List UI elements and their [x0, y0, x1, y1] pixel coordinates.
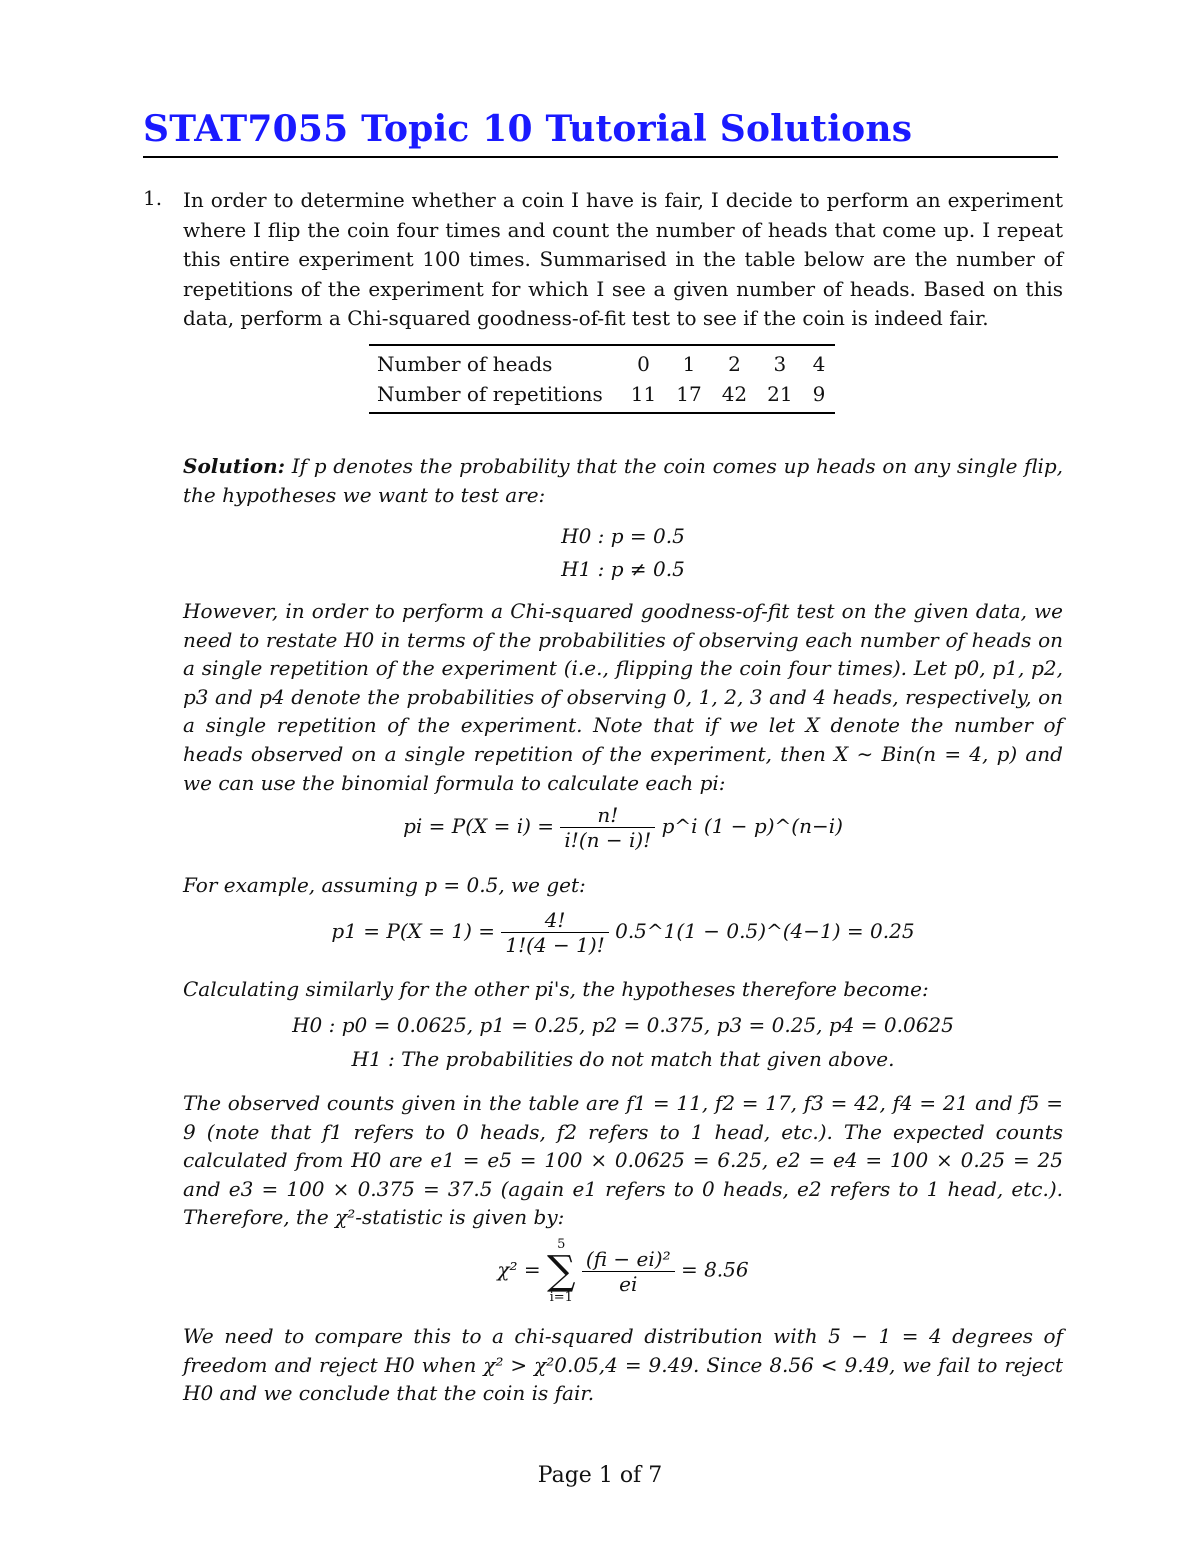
example-equation	[183, 908, 1063, 957]
example-numerator: 4!	[501, 908, 608, 933]
table-row-label: Number of heads	[369, 345, 621, 379]
sum-upper: 5	[557, 1237, 566, 1252]
table-row	[369, 345, 835, 379]
table-row	[369, 379, 835, 413]
h1-full: H1 : The probabilities do not match that given above.	[351, 1047, 895, 1071]
page-footer: Page 1 of 7	[537, 1463, 663, 1488]
table-cell: 4	[803, 345, 836, 379]
table-cell: 9	[803, 379, 836, 413]
summation-symbol: 5 ∑ i=1	[547, 1237, 576, 1305]
sum-lower: i=1	[549, 1290, 573, 1305]
table-cell: 17	[666, 379, 711, 413]
page-title: STAT7055 Topic 10 Tutorial Solutions	[143, 108, 913, 150]
example-lhs: p1 = P(X = 1) =	[331, 919, 496, 943]
table-cell: 21	[757, 379, 802, 413]
table-cell: 42	[712, 379, 757, 413]
binomial-equation	[183, 803, 1063, 852]
table-cell: 3	[757, 345, 802, 379]
table-row-label: Number of repetitions	[369, 379, 621, 413]
binomial-denominator: i!(n − i)!	[564, 828, 652, 852]
binomial-numerator: n!	[560, 803, 655, 828]
question-number: 1.	[143, 186, 163, 210]
example-paragraph: For example, assuming p = 0.5, we get:	[183, 873, 586, 897]
solution-intro-text: If p denotes the probability that the coin comes up heads on any single flip, the hypotheses we want to test are:	[183, 454, 1064, 507]
solution-intro	[183, 452, 1063, 509]
chi-denominator: ei	[619, 1271, 638, 1296]
h0-full: H0 : p0 = 0.0625, p1 = 0.25, p2 = 0.375, p3 = 0.25, p4 = 0.0625	[292, 1013, 954, 1037]
table-cell: 2	[712, 345, 757, 379]
example-denominator: 1!(4 − 1)!	[505, 933, 605, 957]
binomial-fraction	[560, 803, 655, 852]
binomial-rhs: p^i (1 − p)^(n−i)	[661, 814, 843, 838]
table-cell: 11	[621, 379, 666, 413]
question-text: In order to determine whether a coin I have is fair, I decide to perform an experiment where I flip the coin four times and count the number of heads that come up. I repeat this entire experiment 100 times. Summarised in the table below are the number of repetitions of the experiment for which I see a given number of heads. Based on this data, perform a Chi-squared goodness-of-fit test to see if the coin is indeed fair.	[183, 188, 1063, 331]
example-fraction	[501, 908, 608, 957]
calc-paragraph: Calculating similarly for the other pi's, the hypotheses therefore become:	[183, 977, 929, 1001]
h0-simple: H0 : p = 0.5	[561, 524, 685, 548]
table-cell: 0	[621, 345, 666, 379]
title-rule	[143, 156, 1058, 158]
binomial-lhs: pi = P(X = i) =	[403, 814, 555, 838]
chi-lhs: χ² =	[497, 1257, 541, 1282]
chi-numerator: (fi − ei)²	[582, 1247, 675, 1272]
example-rhs: 0.5^1(1 − 0.5)^(4−1) = 0.25	[615, 919, 915, 943]
h1-simple: H1 : p ≠ 0.5	[561, 557, 685, 581]
table-cell: 1	[666, 345, 711, 379]
chi-equation	[183, 1238, 1063, 1304]
conclusion-paragraph: We need to compare this to a chi-squared distribution with 5 − 1 = 4 degrees of freedom and reject H0 when χ² > χ²0.05,4 = 9.49. Since 8.56 < 9.49, we fail to reject H0 and we conclude that the coin is fair.	[183, 1324, 1063, 1406]
restate-paragraph: However, in order to perform a Chi-squared goodness-of-fit test on the given data, we need to restate H0 in terms of the probabilities of observing each number of heads on a single repetition of the experiment (i.e., flipping the coin four times). Let p0, p1, p2, p3 and p4 denote the probabilities of observing 0, 1, 2, 3 and 4 heads, respectively, on a single repetition of the experiment. Note that if we let X denote the number of heads observed on a single repetition of the experiment, then X ∼ Bin(n = 4, p) and we can use the binomial formula to calculate each pi:	[183, 599, 1063, 795]
observed-paragraph: The observed counts given in the table are f1 = 11, f2 = 17, f3 = 42, f4 = 21 and f5 = 9 (note that f1 refers to 0 heads, f2 refers to 1 head, etc.). The expected counts calculated from H0 are e1 = e5 = 100 × 0.0625 = 6.25, e2 = e4 = 100 × 0.25 = 25 and e3 = 100 × 0.375 = 37.5 (again e1 refers to 0 heads, e2 refers to 1 head, etc.). Therefore, the χ²-statistic is given by:	[183, 1091, 1063, 1230]
chi-fraction	[582, 1247, 675, 1296]
solution-label: Solution:	[183, 454, 286, 478]
data-table	[369, 344, 835, 414]
chi-rhs: = 8.56	[680, 1257, 749, 1282]
